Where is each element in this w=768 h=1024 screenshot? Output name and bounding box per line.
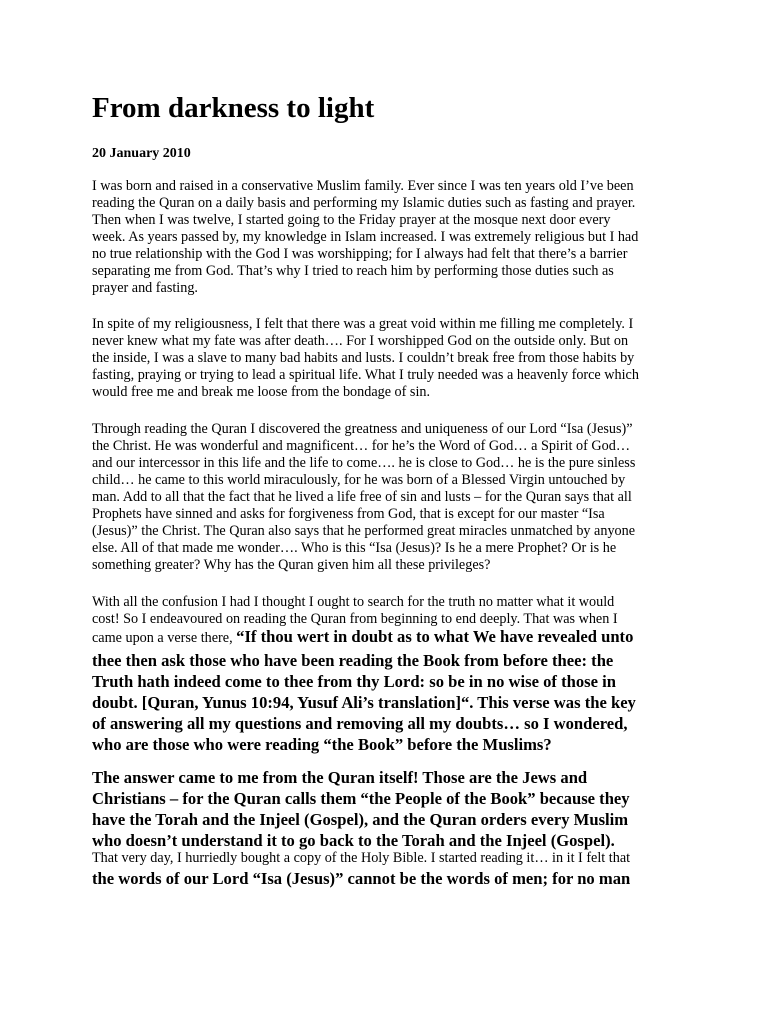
paragraph-1-line: week. As years passed by, my knowledge in Islam increased. I was extremely religious but I had <box>92 229 639 245</box>
paragraph-2-line: fasting, praying or trying to lead a spiritual life. What I truly needed was a heavenly force which <box>92 367 639 383</box>
quran-quote-line: who are those who were reading “the Book” before the Muslims? <box>92 735 552 754</box>
paragraph-5-bold-line: The answer came to me from the Quran itself! Those are the Jews and <box>92 768 588 787</box>
paragraph-3-line: Through reading the Quran I discovered the greatness and uniqueness of our Lord “Isa (Jesus)” <box>92 421 633 437</box>
document-title: From darkness to light <box>92 92 375 124</box>
paragraph-1-line: Then when I was twelve, I started going to the Friday prayer at the mosque next door every <box>92 212 611 228</box>
paragraph-3-line: man. Add to all that the fact that he lived a life free of sin and lusts – for the Quran says that all <box>92 489 632 505</box>
paragraph-5-bold-line: the words of our Lord “Isa (Jesus)” cannot be the words of men; for no man <box>92 869 631 888</box>
quran-quote-line: Truth hath indeed come to thee from thy Lord: so be in no wise of those in <box>92 672 616 691</box>
paragraph-5-regular-line: That very day, I hurriedly bought a copy of the Holy Bible. I started reading it… in it I felt that <box>92 850 631 866</box>
paragraph-5-bold-line: Christians – for the Quran calls them “the People of the Book” because they <box>92 789 630 808</box>
paragraph-1-line: separating me from God. That’s why I tried to reach him by performing those duties such as <box>92 263 614 279</box>
paragraph-3-line: and our intercessor in this life and the life to come…. he is close to God… he is the pure sinless <box>92 455 636 471</box>
paragraph-5-bold-line: who doesn’t understand it to go back to the Torah and the Injeel (Gospel). <box>92 831 615 850</box>
paragraph-4-line: With all the confusion I had I thought I ought to search for the truth no matter what it would <box>92 594 615 610</box>
paragraph-3-line: (Jesus)” the Christ. The Quran also says that he performed great miracles unmatched by anyone <box>92 523 636 539</box>
paragraph-1-line: I was born and raised in a conservative Muslim family. Ever since I was ten years old I’ve been <box>92 178 634 194</box>
paragraph-2-line: never knew what my fate was after death…. For I worshipped God on the outside only. But on <box>92 333 629 349</box>
quran-quote-start: “If thou wert in doubt as to what We have revealed unto <box>236 627 634 646</box>
paragraph-2-line: would free me and break me loose from the bondage of sin. <box>92 384 431 400</box>
quran-quote-line: thee then ask those who have been reading the Book from before thee: the <box>92 651 614 670</box>
paragraph-4-line: cost! So I endeavoured on reading the Quran from beginning to end deeply. That was when I <box>92 611 618 627</box>
paragraph-5-bold-line: have the Torah and the Injeel (Gospel), and the Quran orders every Muslim <box>92 810 629 829</box>
paragraph-3-line: the Christ. He was wonderful and magnificent… for he’s the Word of God… a Spirit of God… <box>92 438 631 454</box>
quran-quote-line: doubt. [Quran, Yunus 10:94, Yusuf Ali’s translation]“. This verse was the key <box>92 693 636 712</box>
paragraph-2-line: the inside, I was a slave to many bad habits and lusts. I couldn’t break free from those habits by <box>92 350 635 366</box>
paragraph-3-line: else. All of that made me wonder…. Who is this “Isa (Jesus)? Is he a mere Prophet? Or is he <box>92 540 617 556</box>
paragraph-4-mixed-line <box>92 628 633 647</box>
paragraph-2-line: In spite of my religiousness, I felt that there was a great void within me filling me completely. I <box>92 316 634 332</box>
paragraph-3-line: child… he came to this world miraculously, for he was born of a Blessed Virgin untouched by <box>92 472 626 488</box>
quran-quote-line: of answering all my questions and removing all my doubts… so I wondered, <box>92 714 628 733</box>
paragraph-3-line: Prophets have sinned and asks for forgiveness from God, that is except for our master “Isa <box>92 506 605 522</box>
paragraph-1-line: reading the Quran on a daily basis and performing my Islamic duties such as fasting and prayer. <box>92 195 636 211</box>
paragraph-4-regular-text: came upon a verse there, <box>92 630 237 646</box>
paragraph-1-line: no true relationship with the God I was worshipping; for I always had felt that there’s a barrier <box>92 246 628 262</box>
paragraph-1-line: prayer and fasting. <box>92 280 198 296</box>
paragraph-3-line: something greater? Why has the Quran given him all these privileges? <box>92 557 491 573</box>
document-date: 20 January 2010 <box>92 146 191 161</box>
